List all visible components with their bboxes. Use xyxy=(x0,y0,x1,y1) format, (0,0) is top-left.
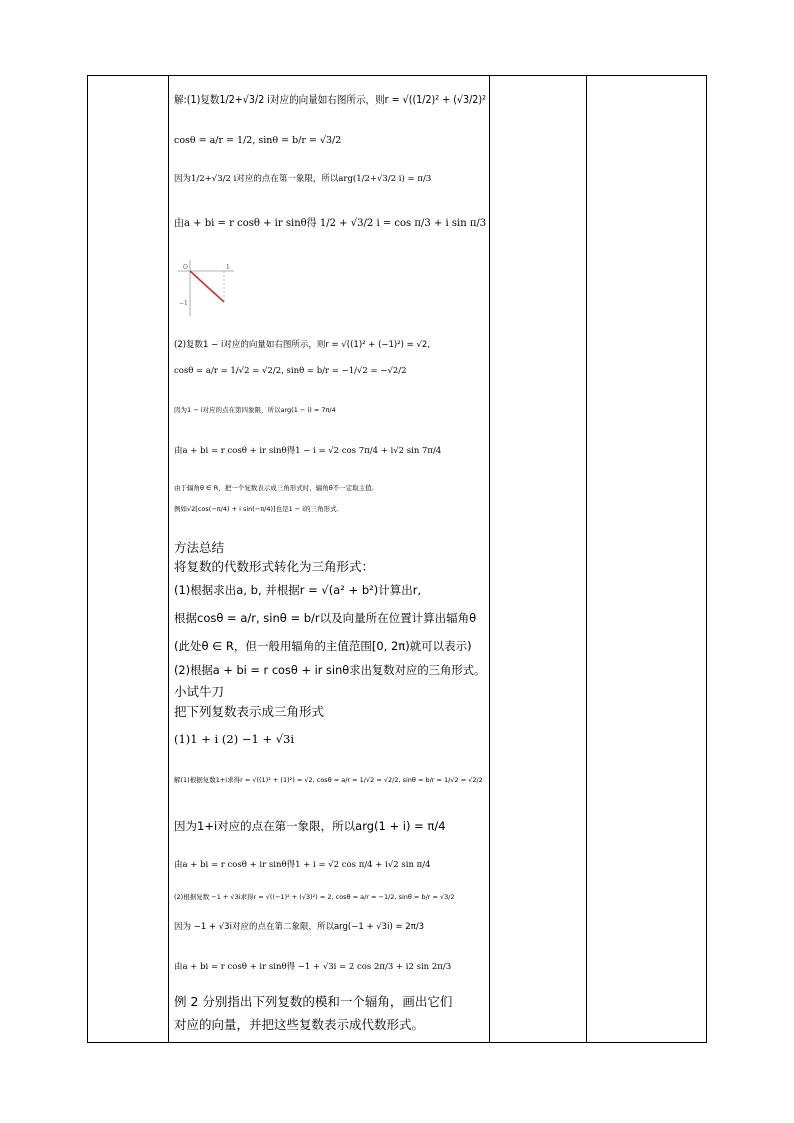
practice-solution-line-2: 因为1+i对应的点在第一象限，所以arg(1 + i) = π/4 xyxy=(174,819,446,833)
example-2-line-1: 例 2 分别指出下列复数的模和一个辐角，画出它们 xyxy=(174,994,453,1009)
y-tick-label: −1 xyxy=(179,300,188,307)
column-divider-2 xyxy=(489,76,490,1042)
solution-line-9: 由于辐角θ ∈ R，把一个复数表示成三角形式时，辐角θ不一定取主值. xyxy=(174,484,374,492)
column-divider-3 xyxy=(586,76,587,1042)
solution-line-8: 由a + bi = r cosθ + ir sinθ得1 − i = √2 cos 7π/4 + i√2 sin 7π/4 xyxy=(174,446,442,456)
practice-solution-line-4: (2)根据复数 −1 + √3i求得r = √((−1)² + (√3)²) = 2, cosθ = a/r = −1/2, sinθ = b/r = √3/2 xyxy=(174,893,455,901)
solution-line-5: (2)复数1 − i对应的向量如右图所示，则r = √((1)² + (−1)²) = √2, xyxy=(174,340,431,350)
solution-line-2: cosθ = a/r = 1/2, sinθ = b/r = √3/2 xyxy=(174,135,342,146)
method-summary-line-4: (此处θ ∈ R，但一般用辐角的主值范围[0, 2π)就可以表示) xyxy=(174,639,472,653)
solution-line-3: 因为1/2+√3/2 i对应的点在第一象限，所以arg(1/2+√3/2 i) = π/3 xyxy=(174,174,432,184)
solution-line-6: cosθ = a/r = 1/√2 = √2/2, sinθ = b/r = −1/√2 = −√2/2 xyxy=(174,366,407,376)
method-summary-line-1: 将复数的代数形式转化为三角形式： xyxy=(174,559,375,574)
vector-figure xyxy=(176,258,236,318)
practice-heading: 小试牛刀 xyxy=(174,684,225,699)
method-summary-line-2: (1)根据求出a, b, 并根据r = √(a² + b²)计算出r, xyxy=(174,583,422,597)
practice-solution-line-5: 因为 −1 + √3i对应的点在第二象限，所以arg(−1 + √3i) = 2π/3 xyxy=(174,922,425,932)
practice-solution-line-6: 由a + bi = r cosθ + ir sinθ得 −1 + √3i = 2 cos 2π/3 + i2 sin 2π/3 xyxy=(174,962,452,972)
method-summary-line-5: (2)根据a + bi = r cosθ + ir sinθ求出复数对应的三角形式。 xyxy=(174,663,486,677)
column-divider-1 xyxy=(168,76,169,1042)
origin-label: O xyxy=(183,264,188,271)
practice-problems: (1)1 + i (2) −1 + √3i xyxy=(174,732,295,746)
solution-line-10: 例如√2[cos(−π/4) + i sin(−π/4)]也是1 − i的三角形式. xyxy=(174,505,339,513)
solution-line-7: 因为1 − i对应的点在第四象限，所以arg(1 − i) = 7π/4 xyxy=(174,406,336,414)
example-2-line-2: 对应的向量，并把这些复数表示成代数形式。 xyxy=(174,1017,425,1032)
practice-instruction: 把下列复数表示成三角形式 xyxy=(174,704,325,719)
solution-line-4: 由a + bi = r cosθ + ir sinθ得 1/2 + √3/2 i = cos π/3 + i sin π/3 xyxy=(174,217,487,229)
solution-cell xyxy=(170,80,488,1040)
method-summary-line-3: 根据cosθ = a/r, sinθ = b/r以及向量所在位置计算出辐角θ xyxy=(174,611,477,625)
method-summary-heading: 方法总结 xyxy=(174,540,225,555)
practice-solution-line-1: 解(1)根据复数1+i求得r = √((1)² + (1)²) = √2, cosθ = a/r = 1/√2 = √2/2, sinθ = b/r = 1/√2 = √2/2 xyxy=(174,776,483,784)
solution-line-1: 解:(1)复数1/2+√3/2 i对应的向量如右图所示，则r = √((1/2)² + (√3/2)² xyxy=(174,94,486,106)
practice-solution-line-3: 由a + bi = r cosθ + ir sinθ得1 + i = √2 cos π/4 + i√2 sin π/4 xyxy=(174,860,431,870)
x-tick-label: 1 xyxy=(226,264,230,271)
vector-arrow xyxy=(190,271,224,302)
